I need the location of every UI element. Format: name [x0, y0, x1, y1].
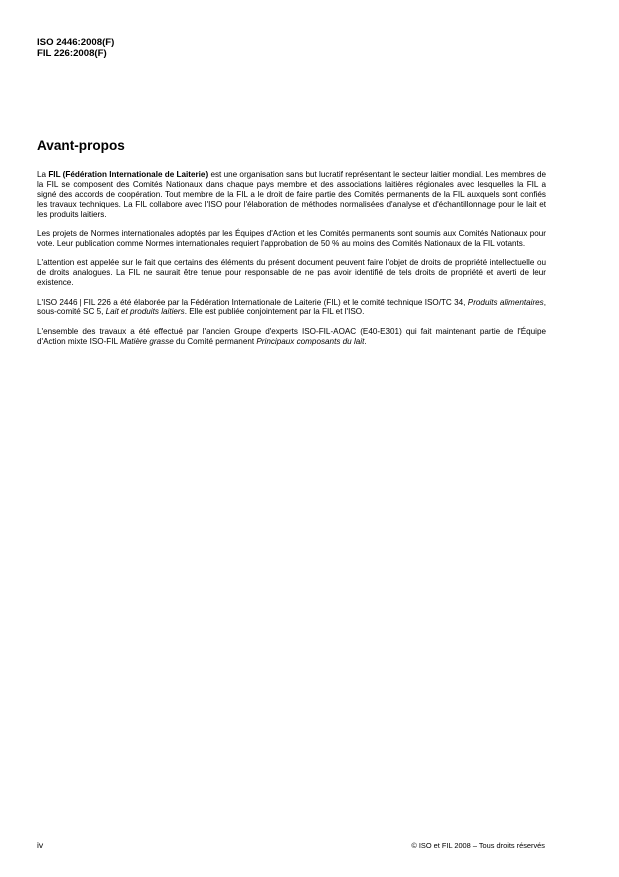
- p1-pre: La: [37, 170, 49, 179]
- paragraph-fil-description: [37, 170, 546, 220]
- header-iso-reference: ISO 2446:2008(F): [37, 37, 115, 48]
- p4-s1: L'ISO 2446: [37, 297, 78, 307]
- p5-s1: L'ensemble des travaux a été effectué par l'ancien Groupe d'experts ISO-FIL-AOAC (E40-E301) qui fait maintenant partie de l'Équipe d'Action mixte ISO-FIL: [37, 326, 546, 346]
- p5-standing-committee-name: Principaux composants du lait: [256, 336, 365, 346]
- page-title: Avant-propos: [37, 138, 125, 153]
- p1-post: est une organisation sans but lucratif représentant le secteur laitier mondial. Les membres de la FIL se composent des Comités Nationaux dans chaque pays membre et des associations laitières régionales avec lesquelles la FIL a signé des accords de coopération. Tout membre de la FIL a le droit de faire partie des Comités permanents de la FIL auxquels sont confiés les travaux techniques. La FIL collabore avec l'ISO pour l'élaboration de méthodes normalisées d'analyse et d'échantillonnage pour le lait et les produits laitiers.: [37, 170, 547, 219]
- foreword-body: [37, 170, 546, 356]
- header-fil-reference: FIL 226:2008(F): [37, 48, 107, 59]
- p4-separator-bar: |: [79, 297, 82, 307]
- p4-s2: FIL 226 a été élaborée par la Fédération Internationale de Laiterie (FIL) et le comité technique ISO/TC 34,: [83, 297, 468, 307]
- copyright-notice: © ISO et FIL 2008 – Tous droits réservés: [411, 841, 545, 850]
- p5-s3: .: [364, 336, 367, 346]
- paragraph-patent-rights: L'attention est appelée sur le fait que certains des éléments du présent document peuvent faire l'objet de droits de propriété intellectuelle ou de droits analogues. La FIL ne saurait être tenue pour responsable de ne pas avoir identifié de tels droits de propriété et averti de leur existence.: [37, 258, 546, 288]
- p4-s3: , sous-comité SC 5,: [37, 297, 546, 317]
- paragraph-expert-group: [37, 327, 546, 347]
- p5-s2: du Comité permanent: [173, 336, 257, 346]
- p4-subcommittee-name: Lait et produits laitiers: [105, 307, 185, 317]
- document-header: [37, 37, 114, 59]
- paragraph-draft-standards: Les projets de Normes internationales adoptés par les Équipes d'Action et les Comités permanents sont soumis aux Comités Nationaux pour vote. Leur publication comme Normes internationales requiert l'approbation de 50 % au moins des Comités Nationaux de la FIL votants.: [37, 229, 546, 248]
- p4-s4: . Elle est publiée conjointement par la FIL et l'ISO.: [184, 307, 365, 317]
- page-number: iv: [37, 840, 44, 850]
- p5-action-team-name: Matière grasse: [119, 336, 174, 346]
- paragraph-preparation: [37, 298, 546, 318]
- p1-bold-fil: FIL (Fédération Internationale de Laiterie): [48, 170, 209, 179]
- p4-committee-name: Produits alimentaires: [467, 297, 544, 307]
